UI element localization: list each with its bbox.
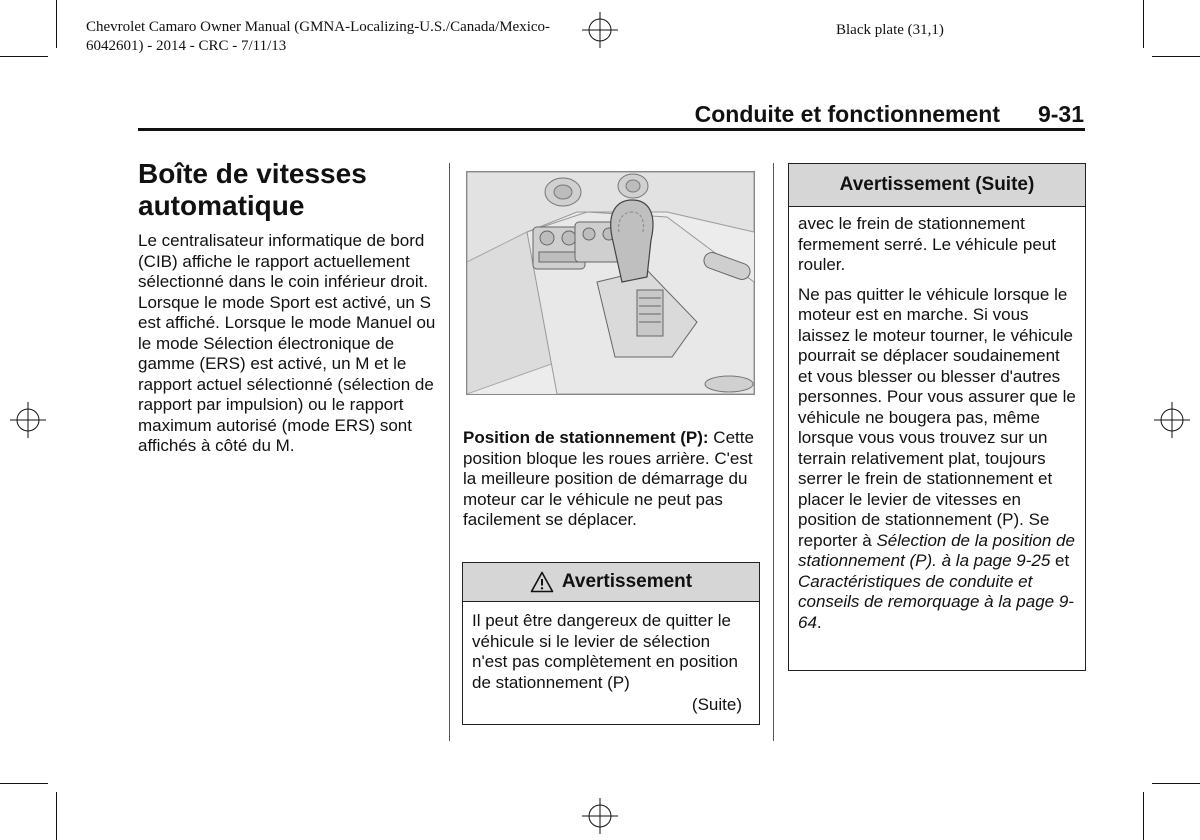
section-title bbox=[138, 158, 438, 222]
warning-triangle-icon bbox=[530, 571, 554, 593]
crop-mark bbox=[0, 56, 48, 57]
running-title: Conduite et fonctionnement bbox=[694, 101, 1000, 127]
print-header-line2: 6042601) - 2014 - CRC - 7/11/13 bbox=[86, 38, 287, 54]
print-header-line1: Chevrolet Camaro Owner Manual (GMNA-Localizing-U.S./Canada/Mexico- bbox=[86, 19, 551, 35]
shifter-drawing bbox=[467, 172, 754, 394]
crop-mark bbox=[1143, 0, 1144, 48]
section-title-line2: automatique bbox=[138, 190, 305, 221]
crop-mark bbox=[1143, 792, 1144, 840]
crossref-park-selection: Sélection de la position de stationnement (P). à la page 9-25 bbox=[798, 530, 1075, 570]
park-label: Position de stationnement (P): bbox=[463, 428, 709, 447]
warning-title: Avertissement bbox=[561, 571, 693, 592]
crop-mark bbox=[1152, 783, 1200, 784]
plate-info: Black plate (31,1) bbox=[836, 22, 944, 38]
warning-continued-header: Avertissement (Suite) bbox=[789, 164, 1085, 207]
column-divider bbox=[449, 163, 450, 741]
warning-continued-box bbox=[788, 163, 1086, 671]
crop-mark bbox=[1152, 56, 1200, 57]
section-title-line1: Boîte de vitesses bbox=[138, 158, 367, 189]
para2-and: et bbox=[1050, 551, 1070, 570]
column-divider bbox=[773, 163, 774, 741]
crop-mark bbox=[56, 792, 57, 840]
crossref-driving-towing: Caractéristiques de conduite et conseils de remorquage à la page 9-64 bbox=[798, 571, 1074, 632]
registration-mark-icon bbox=[582, 798, 618, 834]
park-text: Cette position bloque les roues arrière. C'est la meilleure position de démarrage du moteur car le véhicule ne peut pas facilement se déplacer. bbox=[463, 428, 754, 529]
crop-mark bbox=[56, 0, 57, 48]
para2-text: Ne pas quitter le véhicule lorsque le moteur est en marche. Si vous laissez le moteur tourner, le véhicule pourrait se déplacer soudainement et vous blesser ou blesser d'autres personnes. Pour vous assurer que le véhicule ne bougera pas, même lorsque vous vous trouvez sur un terrain relativement plat, toujours serrer le frein de stationnement et placer le levier de vitesses en position de stationnement (P). Se reporter à bbox=[798, 284, 1076, 550]
park-paragraph bbox=[463, 428, 755, 531]
header-rule bbox=[138, 128, 1085, 131]
warning-header bbox=[463, 563, 759, 602]
registration-mark-icon bbox=[1154, 402, 1190, 438]
warning-text: Il peut être dangereux de quitter le véhicule si le levier de sélection n'est pas complètement en position de stationnement (P) bbox=[472, 611, 738, 692]
intro-paragraph: Le centralisateur informatique de bord (CIB) affiche le rapport actuellement sélectionné dans le coin inférieur droit. Lorsque le mode Sport est activé, un S est affiché. Lorsque le mode Manuel ou le mode Sélection électronique de gamme (ERS) est activé, un M et le rapport actuel sélectionné (sélection de rapport par impulsion) ou le rapport maximum autorisé (mode ERS) sont affichés à côté du M. bbox=[138, 231, 436, 455]
gear-shifter-illustration bbox=[466, 171, 755, 395]
registration-mark-icon bbox=[10, 402, 46, 438]
registration-mark-icon bbox=[582, 12, 618, 48]
warning-continued-body bbox=[789, 207, 1085, 633]
warning-box bbox=[462, 562, 760, 725]
warning-continued: (Suite) bbox=[691, 695, 742, 714]
warning-continued-para1: avec le frein de stationnement fermement serré. Le véhicule peut rouler. bbox=[798, 214, 1056, 274]
warning-continued-para2 bbox=[798, 285, 1077, 634]
para2-end: . bbox=[816, 612, 822, 632]
page-number: 9-31 bbox=[1037, 101, 1084, 127]
warning-body bbox=[463, 602, 759, 716]
crop-mark bbox=[0, 783, 48, 784]
print-header bbox=[86, 18, 646, 56]
